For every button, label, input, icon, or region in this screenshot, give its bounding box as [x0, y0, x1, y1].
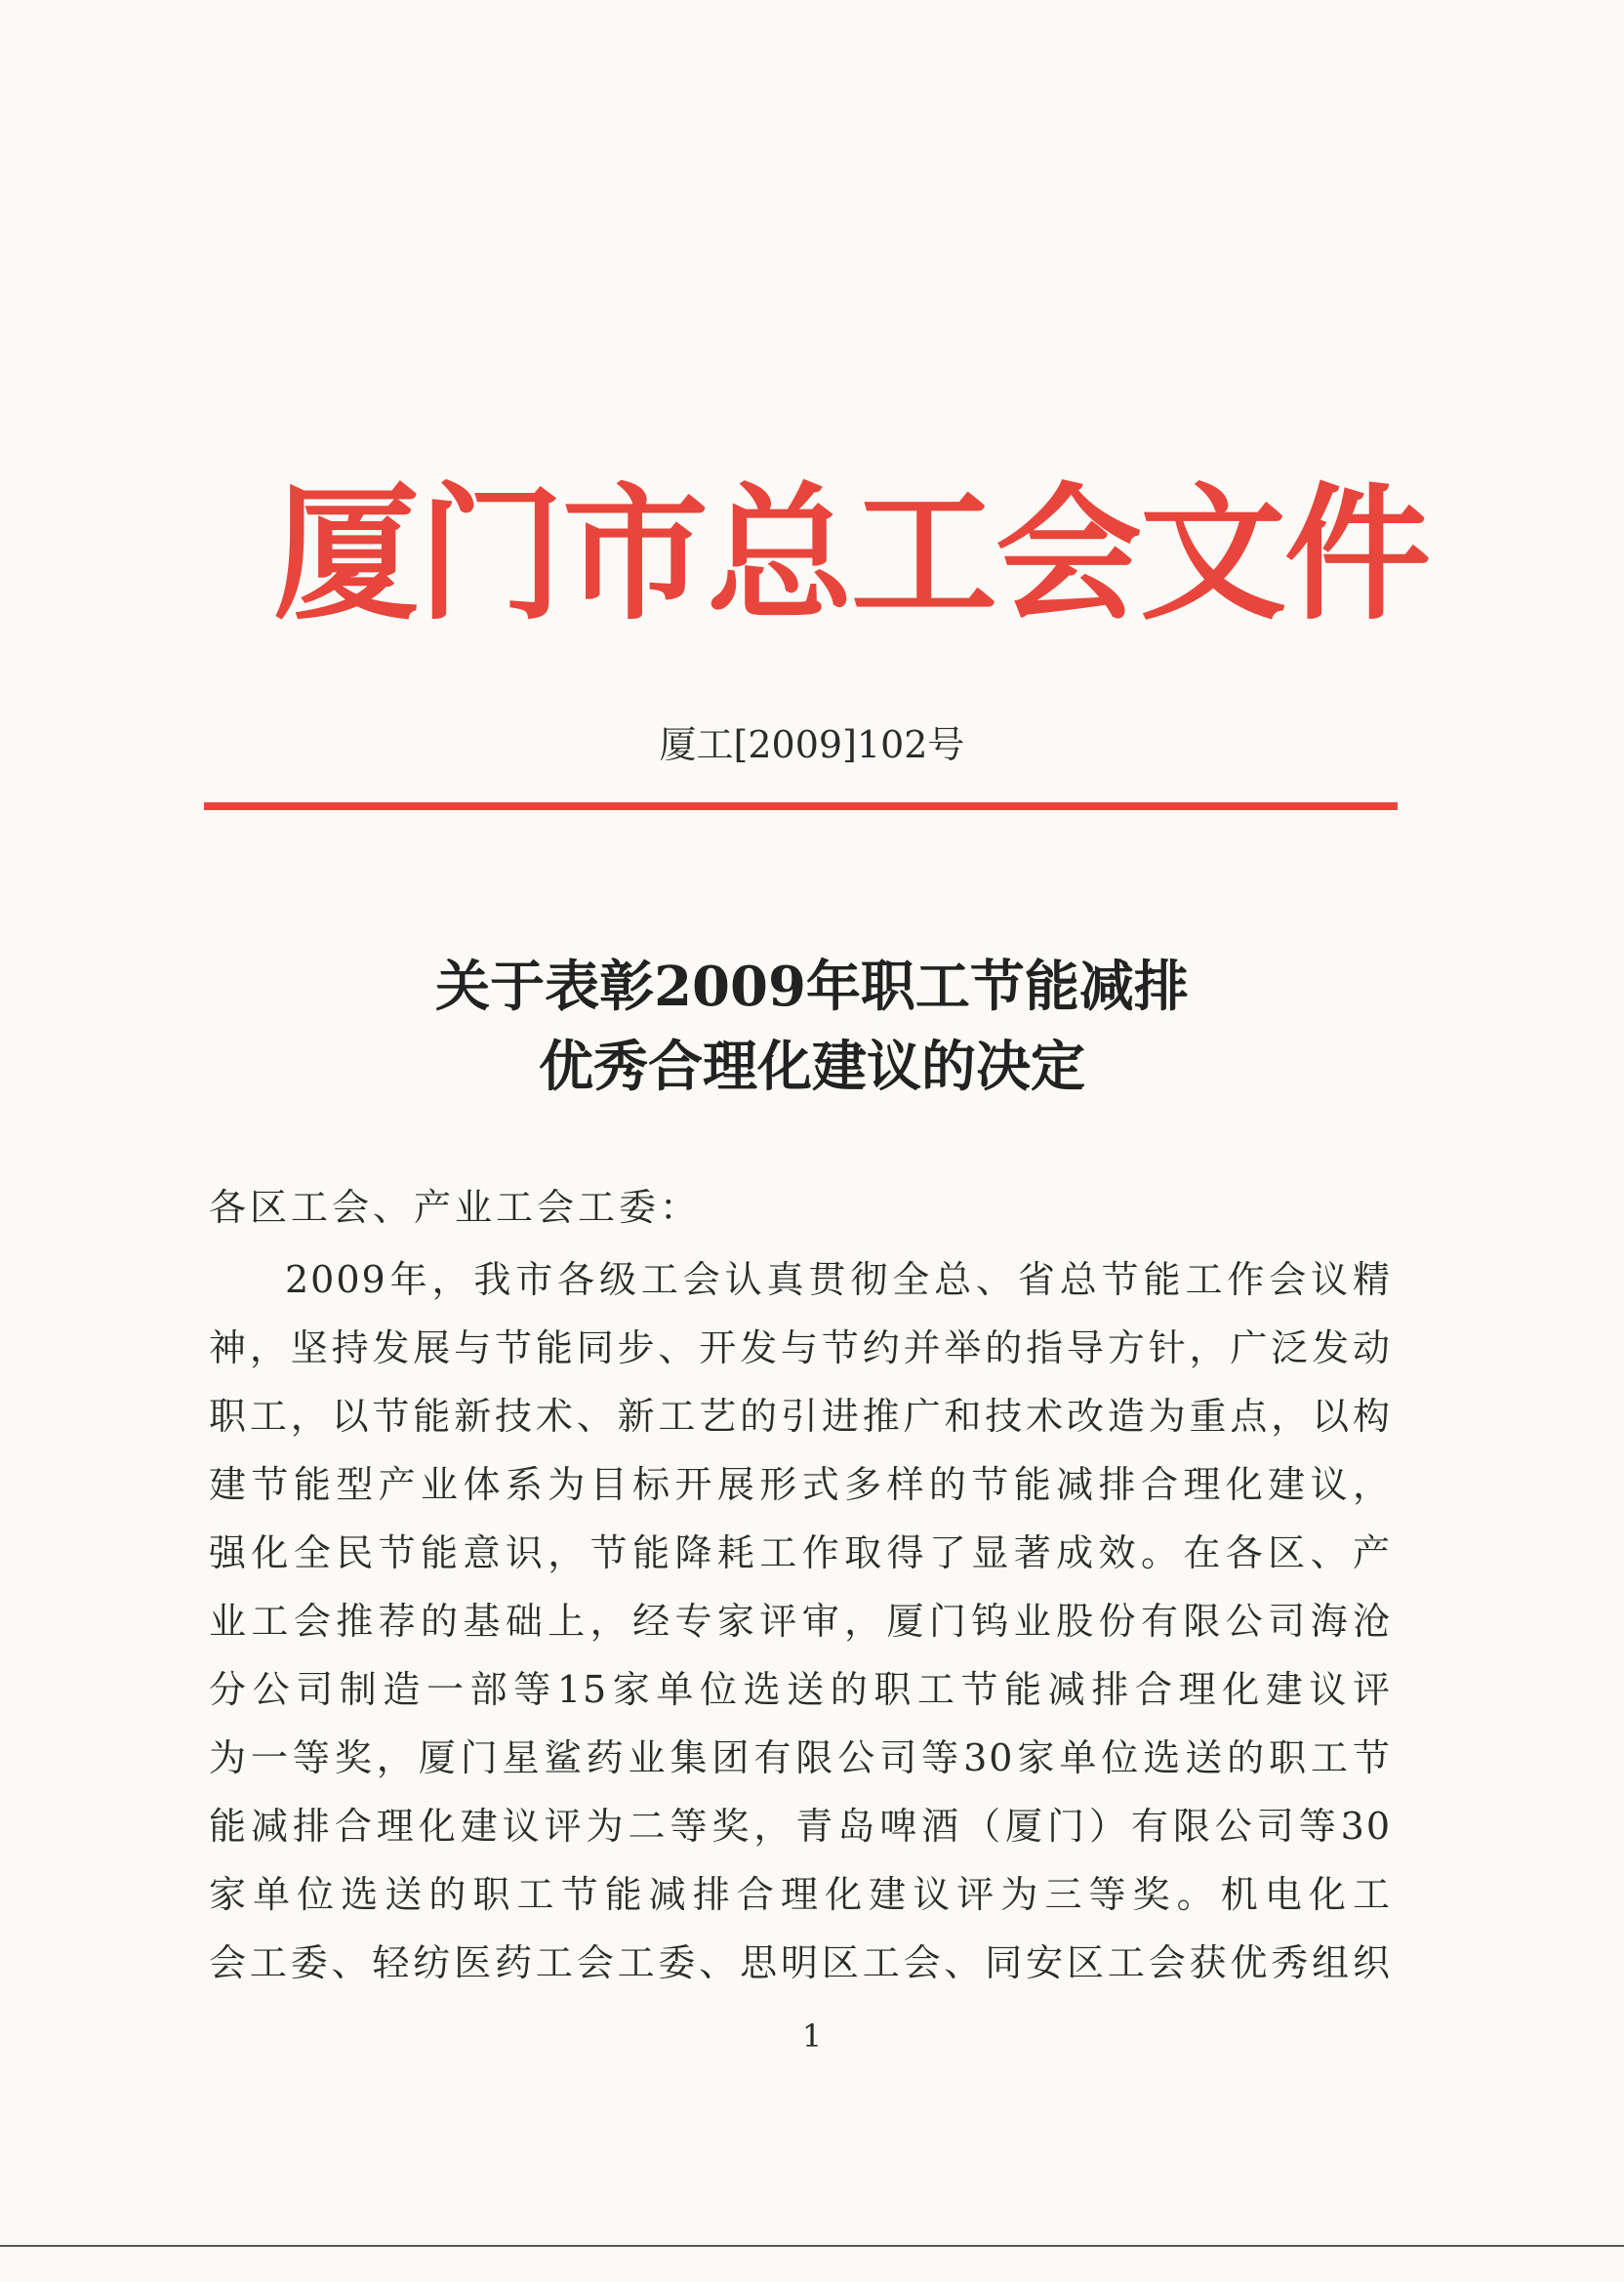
body-line: 业工会推荐的基础上，经专家评审，厦门钨业股份有限公司海沧: [209, 1600, 1392, 1643]
body-line: 家单位选送的职工节能减排合理化建议评为三等奖。机电化工: [209, 1873, 1392, 1916]
document-number: 厦工[2009]102号: [659, 723, 965, 766]
red-divider-line: [204, 802, 1398, 810]
body-line: 强化全民节能意识，节能降耗工作取得了显著成效。在各区、产: [209, 1531, 1392, 1574]
body-line: 会工委、轻纺医药工会工委、思明区工会、同安区工会获优秀组织: [209, 1941, 1392, 1984]
body-line: 分公司制造一部等15家单位选送的职工节能减排合理化建议评: [209, 1668, 1392, 1711]
document-title-line-1: 关于表彰2009年职工节能减排: [435, 955, 1189, 1019]
document-title-line-2: 优秀合理化建议的决定: [539, 1035, 1085, 1099]
body-line: 为一等奖，厦门星鲨药业集团有限公司等30家单位选送的职工节: [209, 1736, 1392, 1779]
scan-edge-line: [0, 2245, 1624, 2247]
body-line: 神，坚持发展与节能同步、开发与节约并举的指导方针，广泛发动: [209, 1326, 1392, 1369]
body-line: 2009年，我市各级工会认真贯彻全总、省总节能工作会议精: [285, 1258, 1392, 1301]
body-line: 能减排合理化建议评为二等奖，青岛啤酒（厦门）有限公司等30: [209, 1805, 1392, 1848]
masthead-title: 厦门市总工会文件: [273, 469, 1430, 640]
page-number: 1: [801, 2017, 823, 2055]
salutation: 各区工会、产业工会工委：: [209, 1186, 702, 1229]
body-line: 职工，以节能新技术、新工艺的引进推广和技术改造为重点，以构: [209, 1395, 1392, 1438]
body-line: 建节能型产业体系为目标开展形式多样的节能减排合理化建议，: [209, 1463, 1392, 1506]
